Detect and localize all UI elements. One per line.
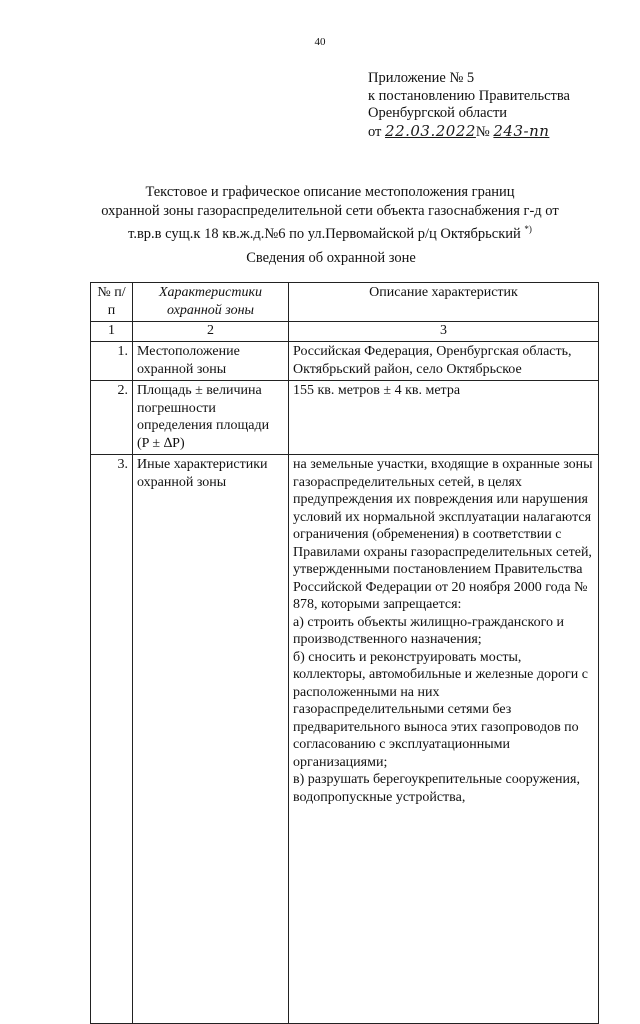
description-paragraph: на земельные участки, входящие в охранные зоны газораспределительных сетей, в целях предупреждения их повреждения или нарушения условий их нормальной эксплуатации налагаются ограничения (обременения) в соответствии с Правилами охраны газораспределительных сетей, утвержденными постановлением Правительства Российской Федерации от 20 ноября 2000 года № 878, которыми запрещается: (293, 457, 593, 612)
table-index-row (91, 322, 599, 342)
row-description (289, 455, 599, 1024)
date-prefix: от (368, 123, 382, 140)
footnote-mark: *) (524, 224, 532, 234)
description-item-c: в) разрушать берегоукрепительные сооружения, водопропускные устройства, (293, 772, 580, 805)
row-number: 1. (91, 342, 133, 381)
description-item-b: б) сносить и реконструировать мосты, коллекторы, автомобильные и железные дороги с расположенными на них газораспределительными сетями без предварительного выноса этих газопроводов по согласованию с эксплуатационными организациями; (293, 649, 588, 770)
description-item-a: а) строить объекты жилищно-гражданского и производственного назначения; (293, 614, 564, 647)
row-characteristic: Иные характеристики охранной зоны (133, 455, 289, 1024)
appendix-resolution: к постановлению Правительства (368, 87, 570, 104)
header-characteristics: Характеристики охранной зоны (133, 283, 289, 322)
index-cell: 3 (289, 322, 599, 342)
index-cell: 1 (91, 322, 133, 342)
section-subtitle: Сведения об охранной зоне (246, 250, 416, 266)
number-sign: № (475, 123, 490, 140)
row-number: 3. (91, 455, 133, 1024)
appendix-header (368, 70, 570, 141)
table-row (91, 381, 599, 455)
table-row (91, 455, 599, 1024)
title-line-3-text: т.вр.в сущ.к 18 кв.ж.д.№6 по ул.Первомайской р/ц Октябрьский (128, 225, 521, 242)
row-description: 155 кв. метров ± 4 кв. метра (289, 381, 599, 455)
row-number: 2. (91, 381, 133, 455)
appendix-date-line (368, 123, 570, 142)
page-number: 40 (314, 36, 326, 48)
header-description: Описание характеристик (289, 283, 599, 322)
handwritten-date: 22.03.2022 (385, 121, 476, 140)
index-cell: 2 (133, 322, 289, 342)
row-characteristic: Площадь ± величина погрешности определения площади (P ± ∆P) (133, 381, 289, 455)
header-number: № п/п (91, 283, 133, 322)
description-text (293, 456, 594, 1021)
table-row (91, 342, 599, 381)
row-characteristic: Местоположение охранной зоны (133, 342, 289, 381)
title-line-3 (70, 220, 590, 243)
title-line-1: Текстовое и графическое описание местоположения границ (145, 184, 515, 200)
appendix-title: Приложение № 5 (368, 70, 475, 86)
zone-table (90, 282, 599, 1024)
title-line-2: охранной зоны газораспределительной сети объекта газоснабжения г-д от (101, 202, 559, 219)
handwritten-number: 243-пп (493, 121, 550, 140)
row-description: Российская Федерация, Оренбургская область, Октябрьский район, село Октябрьское (289, 342, 599, 381)
document-title (70, 183, 590, 243)
table-header-row (91, 283, 599, 322)
appendix-region: Оренбургской области (368, 105, 508, 121)
